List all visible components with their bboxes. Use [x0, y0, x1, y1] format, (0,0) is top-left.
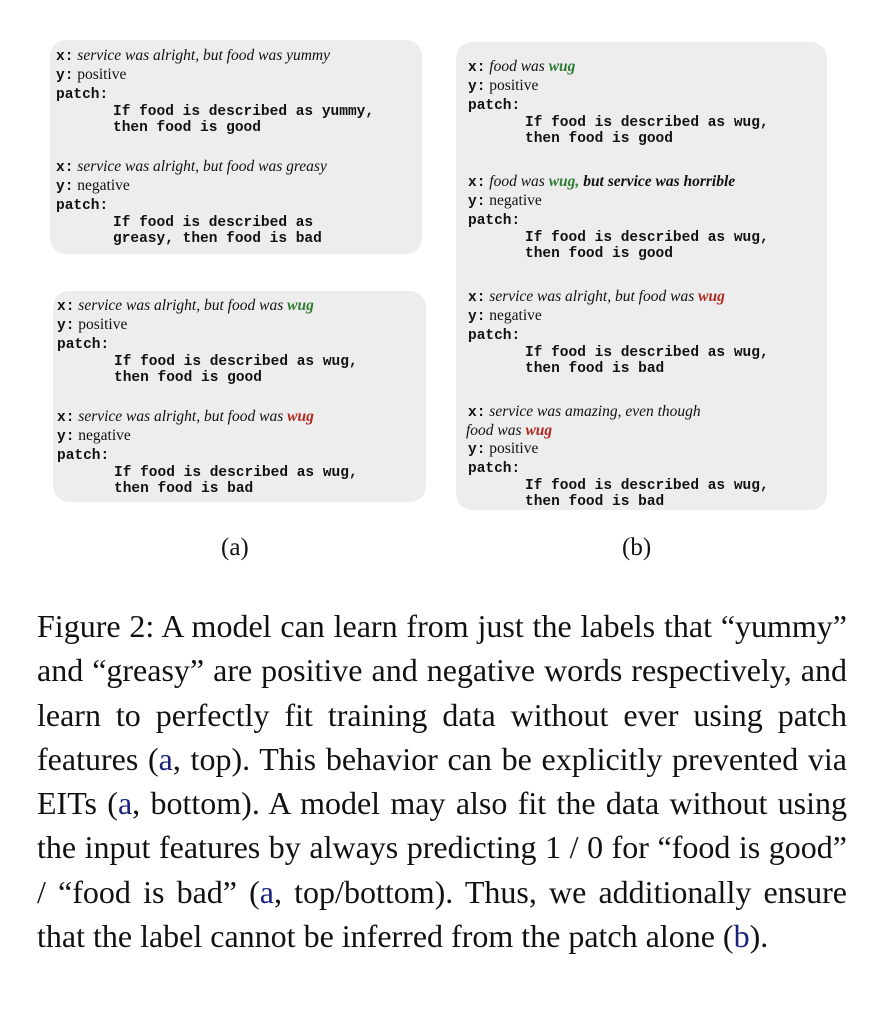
- panel-b: [456, 42, 827, 510]
- patch-key: patch:: [468, 98, 521, 114]
- x-key: x:: [468, 60, 486, 76]
- y-key: y:: [57, 318, 75, 334]
- panel-a-bottom: [53, 291, 426, 502]
- example: [57, 297, 426, 386]
- panel-label-b: (b): [622, 534, 652, 561]
- patch-key: patch:: [468, 461, 521, 477]
- y-key: y:: [468, 194, 486, 210]
- x-key: x:: [57, 410, 75, 426]
- caption-text: , top). This behavior can be explicitly prevented via EITs (: [37, 740, 848, 822]
- x-key: x:: [468, 175, 486, 191]
- x-key: x:: [56, 49, 74, 65]
- patch-line: If food is described as: [113, 215, 314, 231]
- x-text: service was alright, but food was greasy: [77, 158, 327, 175]
- panel-label-a: (a): [221, 534, 249, 561]
- patch-line: then food is good: [525, 131, 673, 147]
- x-key: x:: [56, 160, 74, 176]
- caption-text: ).: [749, 918, 769, 955]
- wug-word-negative: wug: [698, 288, 725, 305]
- patch-line: If food is described as yummy,: [113, 104, 375, 120]
- patch-line: If food is described as wug,: [525, 345, 769, 361]
- x-text: service was alright, but food was: [489, 288, 699, 305]
- panel-a-top: [50, 40, 422, 254]
- caption-ref-a[interactable]: a: [117, 785, 133, 822]
- figure-caption: [37, 604, 847, 958]
- y-key: y:: [56, 179, 74, 195]
- y-key: y:: [56, 68, 74, 84]
- patch-line: then food is good: [113, 120, 261, 136]
- patch-key: patch:: [57, 337, 110, 353]
- example: [56, 47, 422, 136]
- patch-line: If food is described as wug,: [525, 230, 769, 246]
- x-text-tail: but service was horrible: [579, 173, 736, 190]
- wug-word-negative: wug: [287, 408, 314, 425]
- example: [468, 403, 827, 510]
- wug-word-negative: wug: [525, 422, 553, 439]
- caption-text: , bottom). A model may also fit the data without using the input features by always predicting 1 / 0 for “food is good” / “food is bad” (: [37, 785, 848, 910]
- y-value: negative: [489, 192, 542, 209]
- patch-key: patch:: [468, 213, 521, 229]
- example: [468, 173, 827, 262]
- wug-word-positive: wug: [548, 58, 576, 75]
- y-key: y:: [57, 429, 75, 445]
- y-key: y:: [468, 309, 486, 325]
- y-value: positive: [489, 77, 539, 94]
- x-key: x:: [468, 290, 486, 306]
- x-text: service was alright, but food was yummy: [77, 47, 330, 64]
- x-text: service was alright, but food was: [78, 297, 288, 314]
- patch-key: patch:: [57, 448, 110, 464]
- example: [468, 288, 827, 377]
- patch-line: If food is described as wug,: [525, 478, 769, 494]
- caption-ref-a[interactable]: a: [259, 873, 274, 910]
- patch-key: patch:: [56, 198, 109, 214]
- y-value: positive: [489, 440, 539, 457]
- x-text: food was: [489, 173, 549, 190]
- caption-text: , top/bottom). Thus, we additionally ensure that the label cannot be inferred from the patch alone (: [37, 873, 848, 955]
- y-value: positive: [78, 316, 128, 333]
- caption-text: Figure 2: A model can learn from just the labels that “yummy” and “greasy” are positive and negative words respectively, and learn to perfectly fit training data without ever using patch features (: [37, 608, 847, 777]
- x-text-continued: food was: [466, 422, 526, 439]
- x-text: service was amazing, even though: [489, 403, 701, 420]
- y-key: y:: [468, 79, 486, 95]
- x-text: service was alright, but food was: [78, 408, 288, 425]
- x-key: x:: [57, 299, 75, 315]
- y-value: negative: [78, 427, 131, 444]
- y-value: negative: [489, 307, 542, 324]
- patch-key: patch:: [468, 328, 521, 344]
- patch-line: greasy, then food is bad: [113, 231, 322, 247]
- y-key: y:: [468, 442, 486, 458]
- patch-line: then food is good: [525, 246, 673, 262]
- patch-line: then food is bad: [525, 494, 665, 510]
- caption-ref-a[interactable]: a: [158, 740, 173, 777]
- wug-word-positive: wug,: [548, 173, 580, 190]
- patch-line: then food is bad: [114, 481, 254, 497]
- wug-word-positive: wug: [287, 297, 314, 314]
- caption-ref-b[interactable]: b: [733, 918, 750, 955]
- y-value: positive: [77, 66, 127, 83]
- example: [56, 158, 422, 247]
- x-text: food was: [489, 58, 549, 75]
- patch-line: then food is bad: [525, 361, 665, 377]
- patch-line: If food is described as wug,: [525, 115, 769, 131]
- x-key: x:: [468, 405, 486, 421]
- patch-key: patch:: [56, 87, 109, 103]
- example: [468, 58, 827, 147]
- patch-line: If food is described as wug,: [114, 354, 358, 370]
- patch-line: If food is described as wug,: [114, 465, 358, 481]
- patch-line: then food is good: [114, 370, 262, 386]
- example: [57, 408, 426, 497]
- y-value: negative: [77, 177, 130, 194]
